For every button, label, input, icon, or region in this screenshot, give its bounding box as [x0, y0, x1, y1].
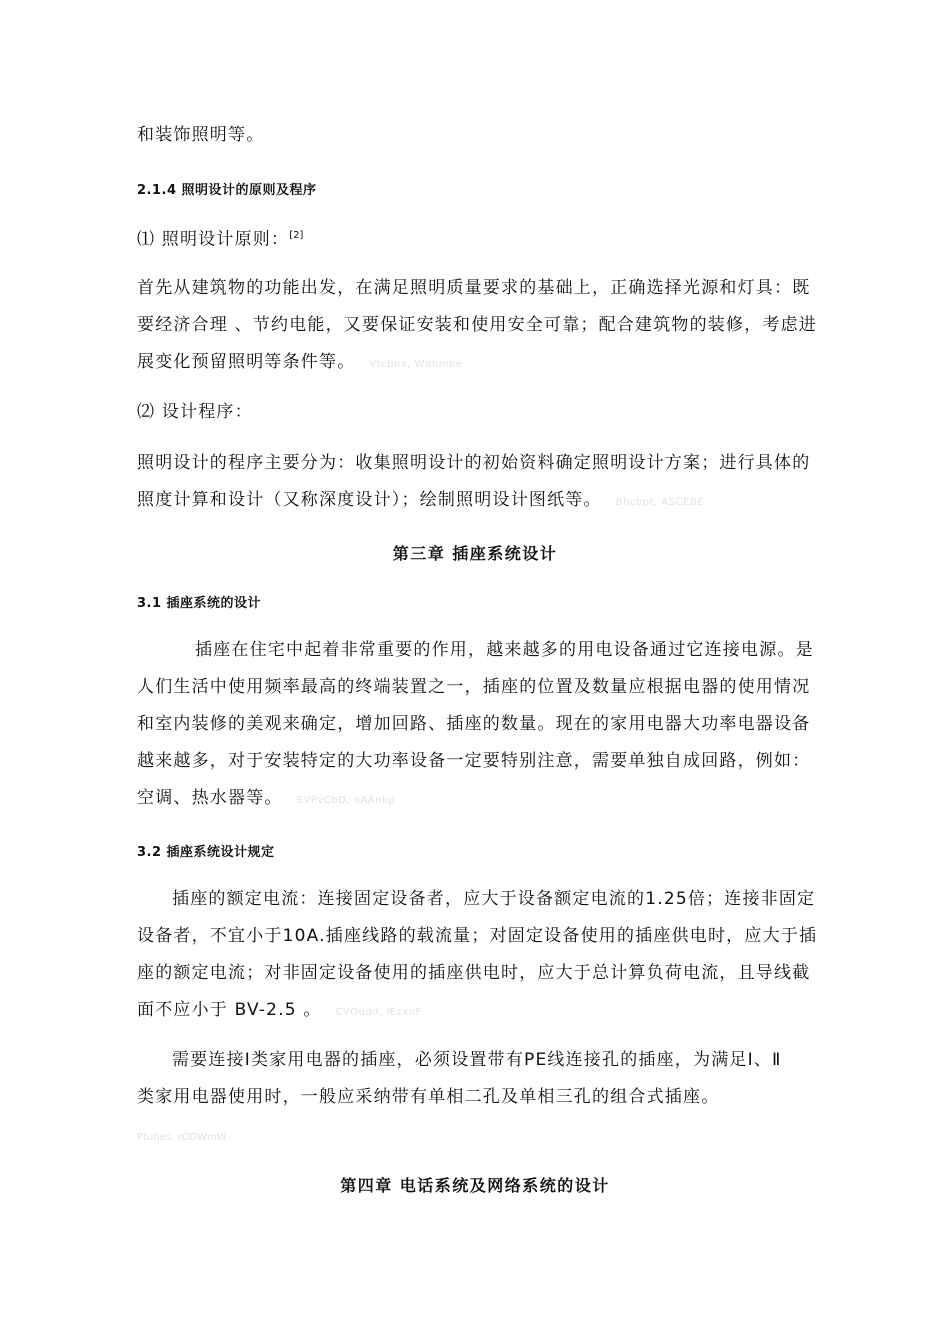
paragraph-line-text: 照度计算和设计（又称深度设计）；绘制照明设计图纸等。 — [137, 490, 602, 510]
paragraph-line: 和室内装修的美观来确定，增加回路、插座的数量。现在的家用电器大功率电器设备 — [137, 714, 811, 734]
paragraph-line-with-watermark — [137, 490, 704, 513]
paragraph-line: 越来越多，对于安装特定的大功率设备一定要特别注意，需要单独自成回路，例如： — [137, 751, 811, 771]
watermark-text: Bhcbpt, ASCEBE — [615, 497, 705, 508]
paragraph-line: 要经济合理 、节约电能，又要保证安装和使用安全可靠；配合建筑物的装修，考虑进 — [137, 315, 818, 335]
chapter-title-4: 第四章 电话系统及网络系统的设计 — [340, 1176, 610, 1195]
paragraph-line: 和装饰照明等。 — [137, 125, 265, 145]
chapter-title-3: 第三章 插座系统设计 — [392, 544, 558, 563]
watermark-text: CVOudd, lEzxnF — [335, 1007, 422, 1018]
citation-ref: [2] — [289, 230, 304, 241]
item-label-design-principles — [137, 226, 303, 250]
paragraph-line: 类家用电器使用时，一般应采纳带有单相二孔及单相三孔的组合式插座。 — [137, 1087, 720, 1107]
paragraph-line: 座的额定电流；对非固定设备使用的插座供电时，应大于总计算负荷电流，且导线截 — [137, 963, 811, 983]
paragraph-line: 需要连接Ⅰ类家用电器的插座，必须设置带有PE线连接孔的插座，为满足Ⅰ、Ⅱ — [172, 1050, 782, 1070]
paragraph-line-with-watermark — [137, 1000, 422, 1023]
paragraph-line: 人们生活中使用频率最高的终端装置之一，插座的位置及数量应根据电器的使用情况 — [137, 677, 811, 697]
paragraph-line-text: 展变化预留照明等条件等。 — [137, 352, 356, 372]
paragraph-line: 设备者，不宜小于10A.插座线路的载流量；对固定设备使用的插座供电时，应大于插 — [137, 926, 818, 946]
paragraph-line: 插座的额定电流：连接固定设备者，应大于设备额定电流的1.25倍；连接非固定 — [172, 889, 816, 909]
watermark-text: Ptuhes, rODWmW — [137, 1132, 227, 1143]
item-label-text: ⑴ 照明设计原则： — [137, 229, 290, 250]
watermark-text: Vtcbnx, Wdhmbe — [369, 359, 463, 370]
paragraph-line-text: 面不应小于 BV-2.5 。 — [137, 1000, 322, 1020]
paragraph-line-with-watermark — [137, 788, 395, 811]
paragraph-line: 插座在住宅中起着非常重要的作用，越来越多的用电设备通过它连接电源。是 — [195, 640, 814, 660]
section-heading-2-1-4: 2.1.4 照明设计的原则及程序 — [137, 183, 317, 198]
paragraph-line-with-watermark — [137, 352, 462, 375]
paragraph-line: 照明设计的程序主要分为：收集照明设计的初始资料确定照明设计方案；进行具体的 — [137, 453, 811, 473]
paragraph-line-text: 空调、热水器等。 — [137, 788, 283, 808]
paragraph-line: 首先从建筑物的功能出发，在满足照明质量要求的基础上，正确选择光源和灯具：既 — [137, 278, 811, 298]
section-heading-3-2: 3.2 插座系统设计规定 — [137, 845, 275, 860]
watermark-text: SVPvCbD, oAAnkp — [296, 795, 396, 806]
section-heading-3-1: 3.1 插座系统的设计 — [137, 596, 262, 611]
item-label-design-procedure: ⑵ 设计程序： — [137, 402, 253, 422]
